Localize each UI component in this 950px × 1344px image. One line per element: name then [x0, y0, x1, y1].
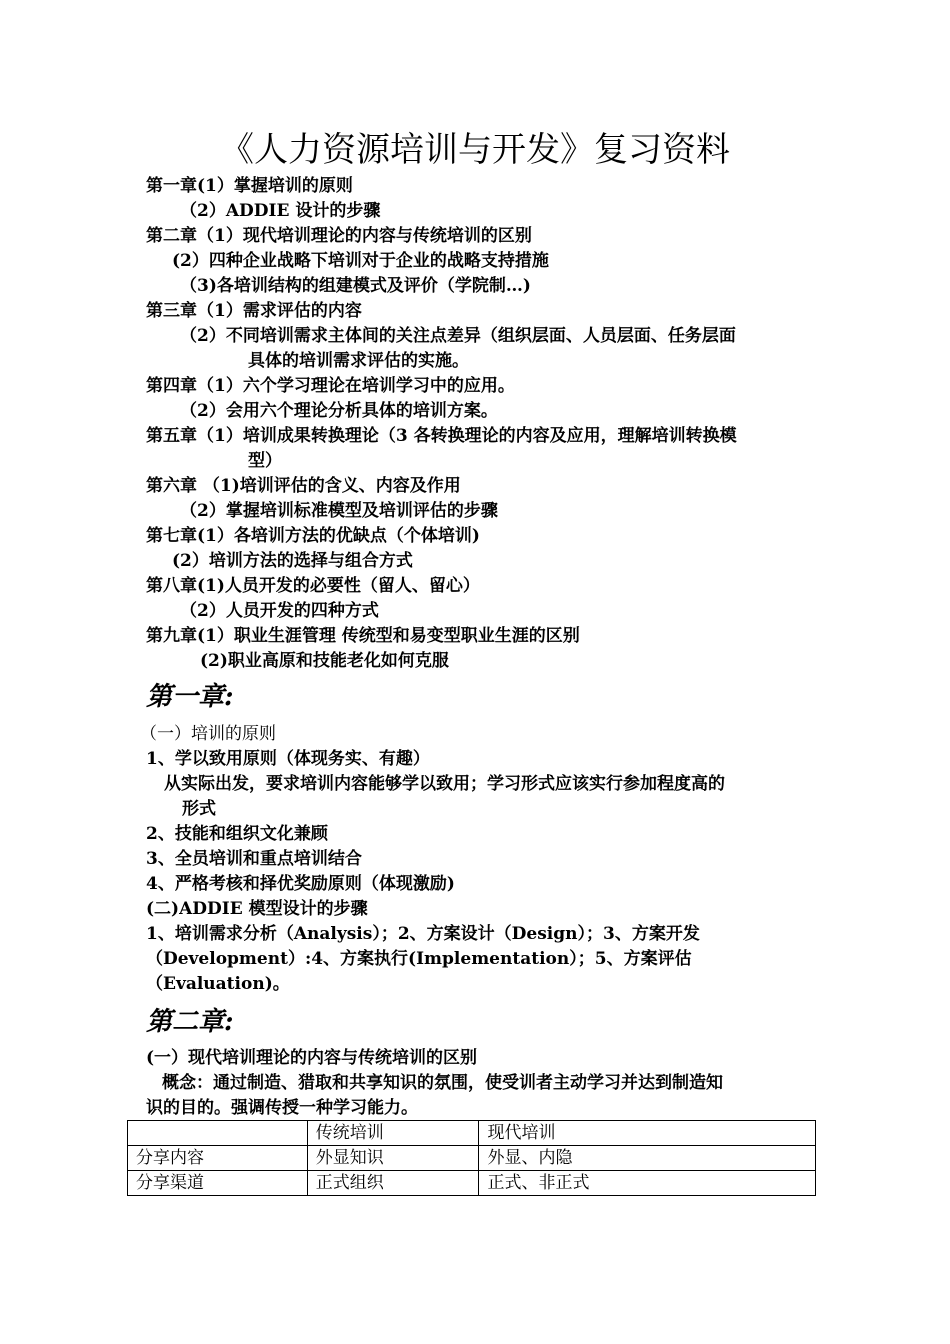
outline-line: 第八章(1)人员开发的必要性（留人、留心） — [146, 576, 480, 596]
outline-line: (2）四种企业战略下培训对于企业的战略支持措施 — [172, 251, 549, 271]
chapter2-line: 识的目的。强调传授一种学习能力。 — [146, 1098, 418, 1118]
table-row — [128, 1171, 816, 1196]
outline-line: （3)各培训结构的组建模式及评价（学院制…) — [180, 276, 531, 296]
outline-line: 具体的培训需求评估的实施。 — [248, 351, 469, 371]
chapter2-line: 概念：通过制造、猎取和共享知识的氛围，使受训者主动学习并达到制造知 — [162, 1073, 723, 1093]
chapter2-heading: 第二章: — [146, 1007, 234, 1037]
table-cell: 外显知识 — [307, 1146, 479, 1171]
comparison-table — [127, 1120, 816, 1196]
table-cell: 分享内容 — [128, 1146, 308, 1171]
document-title: 《人力资源培训与开发》复习资料 — [220, 130, 730, 170]
outline-line: (2）培训方法的选择与组合方式 — [172, 551, 413, 571]
chapter1-line: (二)ADDIE 模型设计的步骤 — [146, 899, 368, 919]
outline-line: 第一章(1）掌握培训的原则 — [146, 176, 353, 196]
outline-line: 第六章 （1)培训评估的含义、内容及作用 — [146, 476, 461, 496]
outline-line: （2）会用六个理论分析具体的培训方案。 — [180, 401, 498, 421]
chapter1-line: 3、全员培训和重点培训结合 — [146, 849, 362, 869]
outline-line: 第七章(1）各培训方法的优缺点（个体培训) — [146, 526, 480, 546]
chapter1-line: 4、严格考核和择优奖励原则（体现激励) — [146, 874, 455, 894]
chapter1-heading: 第一章: — [146, 682, 234, 712]
table-header-row — [128, 1121, 816, 1146]
outline-line: （2）人员开发的四种方式 — [180, 601, 379, 621]
chapter1-line: 从实际出发，要求培训内容能够学以致用；学习形式应该实行参加程度高的 — [164, 774, 725, 794]
outline-line: 第九章(1）职业生涯管理 传统型和易变型职业生涯的区别 — [146, 626, 580, 646]
outline-line: 第五章（1）培训成果转换理论（3 各转换理论的内容及应用，理解培训转换模 — [146, 426, 737, 446]
outline-line: 第四章（1）六个学习理论在培训学习中的应用。 — [146, 376, 515, 396]
table-cell: 正式、非正式 — [479, 1171, 816, 1196]
chapter2-line: (一）现代培训理论的内容与传统培训的区别 — [146, 1048, 478, 1068]
outline-line: 第三章（1）需求评估的内容 — [146, 301, 362, 321]
chapter1-line: （Development）:4、方案执行(Implementation）；5、方案评估 — [146, 949, 692, 969]
outline-line: （2）掌握培训标准模型及培训评估的步骤 — [180, 501, 498, 521]
chapter1-line: （Evaluation)。 — [146, 974, 290, 994]
outline-line: （2）ADDIE 设计的步骤 — [180, 201, 381, 221]
chapter1-line: 1、培训需求分析（Analysis）；2、方案设计（Design）；3、方案开发 — [146, 924, 700, 944]
outline-line: 型） — [248, 451, 282, 471]
chapter1-line: （一）培训的原则 — [140, 724, 276, 744]
table-header-cell: 现代培训 — [479, 1121, 816, 1146]
outline-line: (2)职业高原和技能老化如何克服 — [200, 651, 449, 671]
chapter1-line: 2、技能和组织文化兼顾 — [146, 824, 328, 844]
outline-line: （2）不同培训需求主体间的关注点差异（组织层面、人员层面、任务层面 — [180, 326, 736, 346]
table-header-cell: 传统培训 — [307, 1121, 479, 1146]
table-row — [128, 1146, 816, 1171]
table-cell: 分享渠道 — [128, 1171, 308, 1196]
table-cell: 正式组织 — [307, 1171, 479, 1196]
outline-line: 第二章（1）现代培训理论的内容与传统培训的区别 — [146, 226, 532, 246]
chapter1-line: 形式 — [182, 799, 216, 819]
table-header-cell — [128, 1121, 308, 1146]
chapter1-line: 1、学以致用原则（体现务实、有趣） — [146, 749, 430, 769]
table-cell: 外显、内隐 — [479, 1146, 816, 1171]
